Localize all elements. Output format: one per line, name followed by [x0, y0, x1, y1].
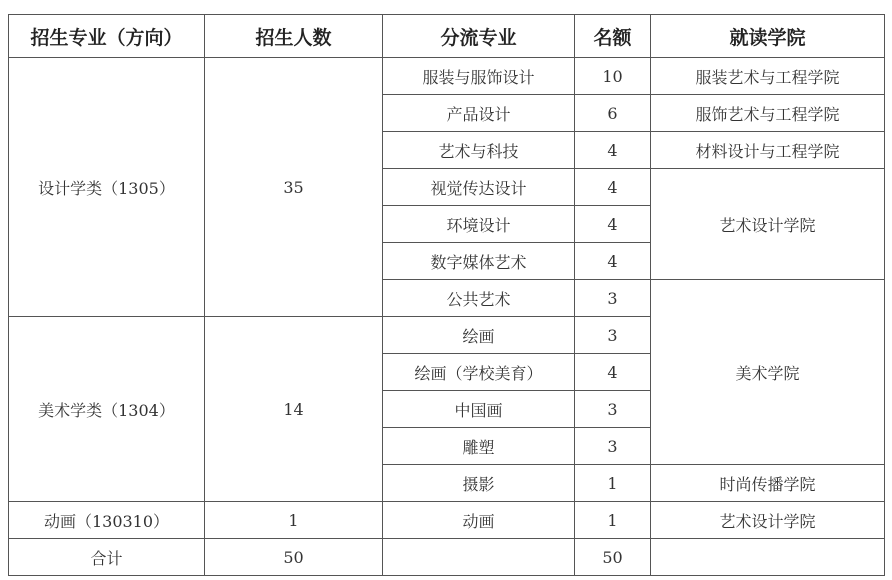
header-college: 就读学院 [651, 15, 885, 58]
quota-cell: 4 [575, 206, 651, 243]
quota-cell: 1 [575, 502, 651, 539]
quota-cell: 4 [575, 169, 651, 206]
total-split-major [383, 539, 575, 576]
total-row [9, 539, 885, 576]
college-cell: 美术学院 [651, 280, 885, 465]
header-split-major: 分流专业 [383, 15, 575, 58]
college-cell: 艺术设计学院 [651, 169, 885, 280]
split-major-cell: 艺术与科技 [383, 132, 575, 169]
total-enrollment: 50 [205, 539, 383, 576]
split-major-cell: 绘画（学校美育） [383, 354, 575, 391]
split-major-cell: 绘画 [383, 317, 575, 354]
split-major-cell: 服装与服饰设计 [383, 58, 575, 95]
quota-cell: 3 [575, 317, 651, 354]
enrollment-cell: 35 [205, 58, 383, 317]
college-cell: 服饰艺术与工程学院 [651, 95, 885, 132]
college-cell: 服装艺术与工程学院 [651, 58, 885, 95]
split-major-cell: 公共艺术 [383, 280, 575, 317]
header-enrollment: 招生人数 [205, 15, 383, 58]
total-college [651, 539, 885, 576]
split-major-cell: 动画 [383, 502, 575, 539]
quota-cell: 4 [575, 354, 651, 391]
split-major-cell: 中国画 [383, 391, 575, 428]
header-quota: 名额 [575, 15, 651, 58]
quota-cell: 4 [575, 243, 651, 280]
college-cell: 时尚传播学院 [651, 465, 885, 502]
table-row [9, 502, 885, 539]
table-row [9, 58, 885, 95]
enrollment-cell: 14 [205, 317, 383, 502]
college-cell: 艺术设计学院 [651, 502, 885, 539]
major-cell: 设计学类（1305） [9, 58, 205, 317]
quota-cell: 3 [575, 428, 651, 465]
split-major-cell: 雕塑 [383, 428, 575, 465]
split-major-cell: 环境设计 [383, 206, 575, 243]
total-label: 合计 [9, 539, 205, 576]
major-cell: 动画（130310） [9, 502, 205, 539]
quota-cell: 3 [575, 280, 651, 317]
quota-cell: 10 [575, 58, 651, 95]
header-row [9, 15, 885, 58]
quota-cell: 1 [575, 465, 651, 502]
split-major-cell: 摄影 [383, 465, 575, 502]
major-cell: 美术学类（1304） [9, 317, 205, 502]
enrollment-table [8, 14, 885, 576]
total-quota: 50 [575, 539, 651, 576]
header-major: 招生专业（方向） [9, 15, 205, 58]
quota-cell: 6 [575, 95, 651, 132]
split-major-cell: 产品设计 [383, 95, 575, 132]
split-major-cell: 视觉传达设计 [383, 169, 575, 206]
college-cell: 材料设计与工程学院 [651, 132, 885, 169]
quota-cell: 3 [575, 391, 651, 428]
enrollment-cell: 1 [205, 502, 383, 539]
split-major-cell: 数字媒体艺术 [383, 243, 575, 280]
quota-cell: 4 [575, 132, 651, 169]
